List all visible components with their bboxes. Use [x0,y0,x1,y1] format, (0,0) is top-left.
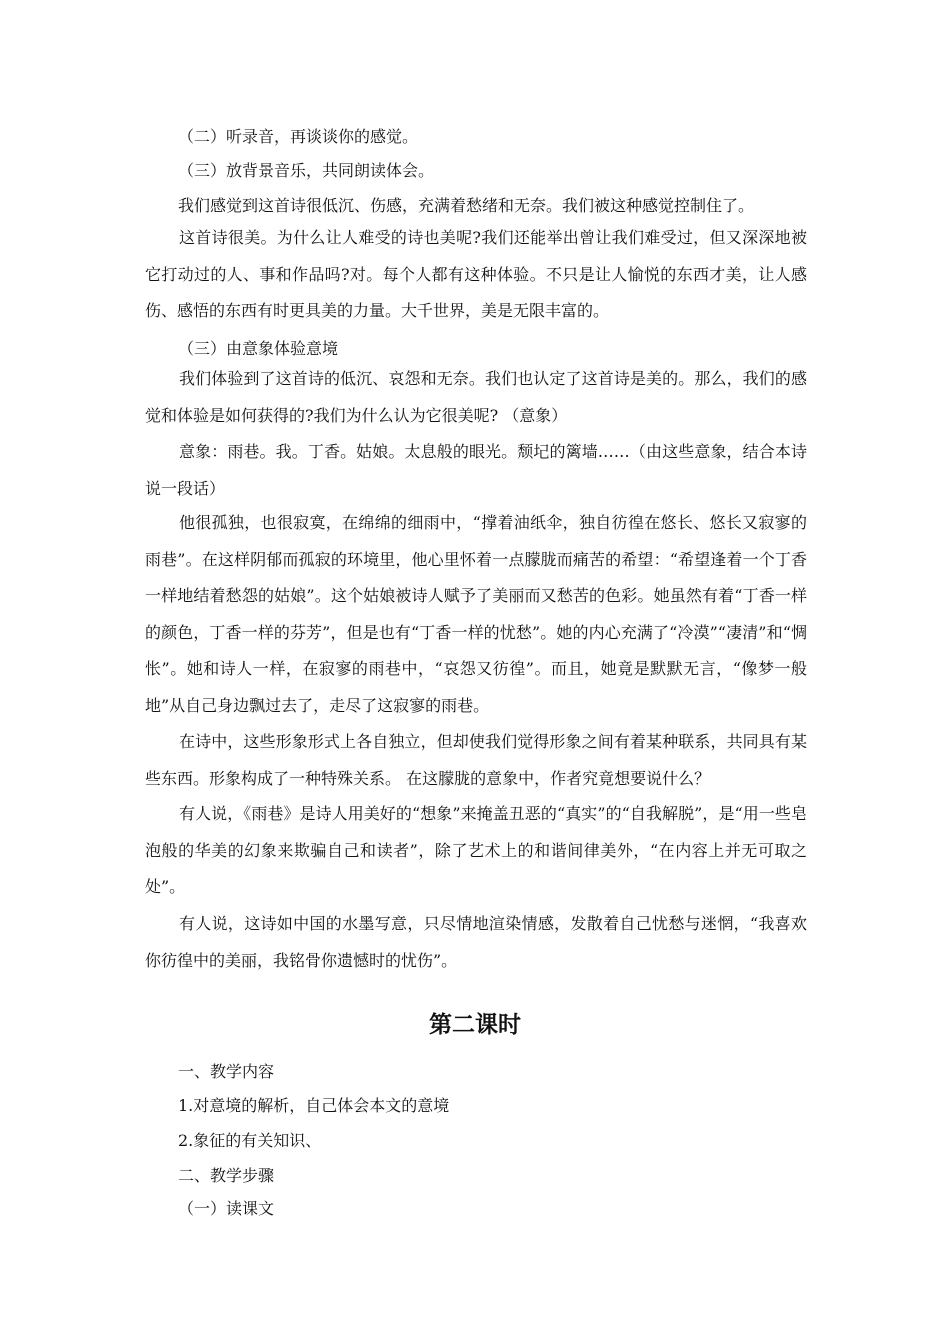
paragraph: 我们体验到了这首诗的低沉、哀怨和无奈。我们也认定了这首诗是美的。那么，我们的感觉和体验是如何获得的?我们为什么认为它很美呢? （意象） [145,369,807,425]
paragraph: （三）放背景音乐，共同朗读体会。 [178,161,435,180]
section-line: 一、教学内容 [178,1062,275,1081]
paragraph: 他很孤独，也很寂寞，在绵绵的细雨中，“撑着油纸伞，独自彷徨在悠长、悠长又寂寥的雨巷”。在这样阴郁而孤寂的环境里，他心里怀着一点朦胧而痛苦的希望：“希望逢着一个丁香一样地结着愁怨的姑娘”。这个姑娘被诗人赋予了美丽而又愁苦的色彩。她虽然有着“丁香一样的颜色，丁香一样的芬芳”，但是也有“丁香一样的忧愁”。她的内心充满了“冷漠”“凄清”和“惆怅”。她和诗人一样，在寂寥的雨巷中，“哀怨又彷徨”。而且，她竟是默默无言，“像梦一般地”从自己身边飘过去了，走尽了这寂寥的雨巷。 [145,513,807,715]
paragraph: 意象：雨巷。我。丁香。姑娘。太息般的眼光。颓圮的篱墙……（由这些意象，结合本诗说一段话） [145,442,807,498]
paragraph: 在诗中，这些形象形式上各自独立，但却使我们觉得形象之间有着某种联系，共同具有某些东西。形象构成了一种特殊关系。 在这朦胧的意象中，作者究竟想要说什么？ [145,732,807,788]
subheading: （三）由意象体验意境 [178,339,339,358]
paragraph: 我们感觉到这首诗很低沉、伤感，充满着愁绪和无奈。我们被这种感觉控制住了。 [178,196,755,215]
paragraph: 有人说，《雨巷》是诗人用美好的“想象”来掩盖丑恶的“真实”的“自我解脱”，是“用一些皂泡般的华美的幻象来欺骗自己和读者”，除了艺术上的和谐间律美外，“在内容上并无可取之处”。 [145,804,807,896]
section-line: （一）读课文 [178,1199,275,1218]
section-title: 第二课时 [429,1012,521,1038]
section-line: 1.对意境的解析，自己体会本文的意境 [178,1096,450,1115]
paragraph: （二）听录音，再谈谈你的感觉。 [178,127,419,146]
section-line: 二、教学步骤 [178,1166,275,1185]
paragraph: 有人说，这诗如中国的水墨写意，只尽情地渲染情感，发散着自己忧愁与迷惘，“我喜欢你彷徨中的美丽，我铭骨你遗憾时的忧伤”。 [145,914,807,970]
section-line: 2.象征的有关知识、 [178,1131,322,1150]
paragraph: 这首诗很美。为什么让人难受的诗也美呢?我们还能举出曾让我们难受过，但又深深地被它打动过的人、事和作品吗?对。每个人都有这种体验。不只是让人愉悦的东西才美，让人感伤、感悟的东西有时更具美的力量。大千世界，美是无限丰富的。 [145,228,807,320]
